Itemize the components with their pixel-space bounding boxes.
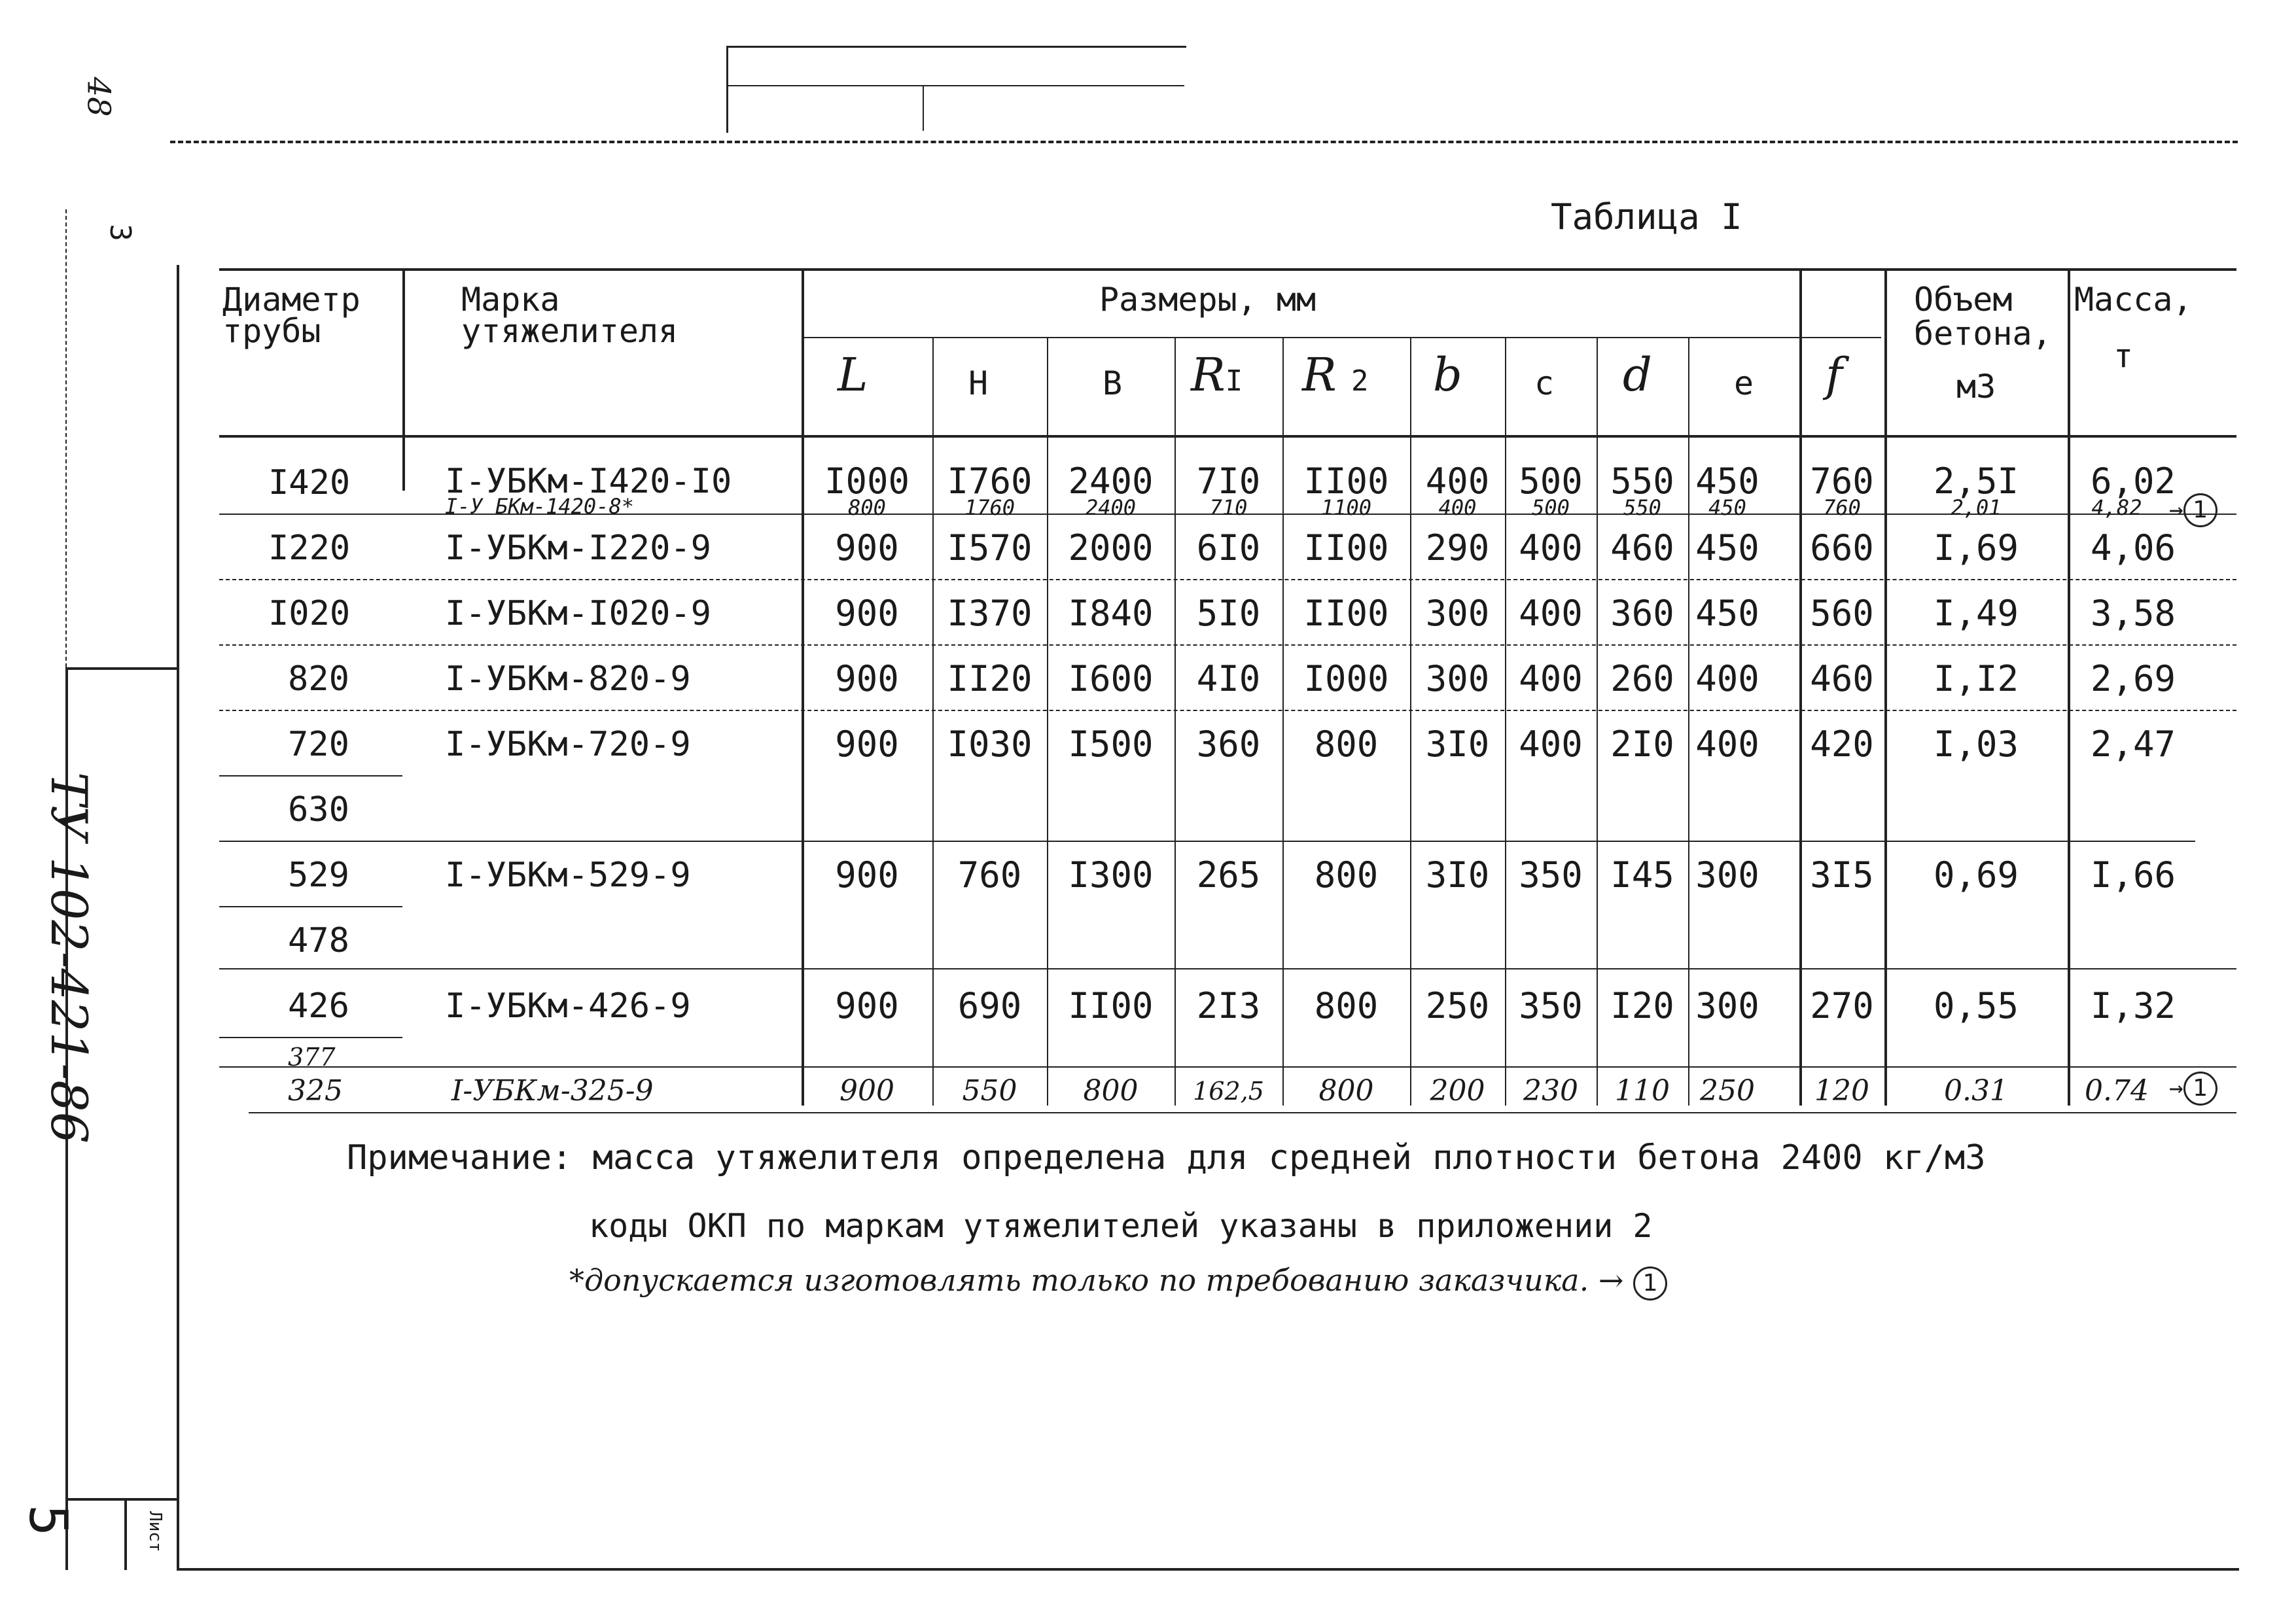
hand-H-325: 550 — [962, 1074, 1017, 1108]
cell-f: 660 — [1810, 527, 1874, 568]
hdr-b: b — [1433, 348, 1462, 402]
cell-b: 300 — [1425, 658, 1490, 699]
hdr-e: e — [1734, 364, 1754, 402]
row-sep-426 — [219, 1037, 402, 1038]
cell-d: 260 — [1610, 658, 1674, 699]
hand-b-1420: 400 — [1438, 495, 1477, 520]
sheet-label: Лист — [145, 1511, 165, 1552]
hand-L-1420: 800 — [848, 495, 886, 520]
cell-c: 400 — [1519, 658, 1583, 699]
hand-B-325: 800 — [1083, 1074, 1139, 1108]
cell-c: 350 — [1519, 985, 1583, 1026]
row-sep-5 — [219, 841, 2195, 842]
hdr-R1: RI — [1191, 348, 1243, 402]
hdr-R2: R 2 — [1302, 348, 1369, 402]
cell-f: 560 — [1810, 593, 1874, 634]
hand-c-1420: 500 — [1532, 495, 1570, 520]
top-border — [170, 141, 2238, 143]
cell-mark: I-УБКм-I220-9 — [445, 529, 711, 568]
cell-mass: 4,06 — [2090, 527, 2176, 568]
cell-d: 2I0 — [1610, 724, 1674, 765]
cell-c: 400 — [1519, 724, 1583, 765]
hand-f-1420: 760 — [1823, 495, 1861, 520]
cell-f: 460 — [1810, 658, 1874, 699]
cell-mark: I-УБКм-426-9 — [445, 986, 691, 1026]
cell-L: 900 — [835, 985, 899, 1026]
cell-B: I840 — [1068, 593, 1154, 634]
cell-f: 270 — [1810, 985, 1874, 1026]
row-sep-529 — [219, 906, 402, 907]
row-sep-377 — [219, 1066, 2236, 1068]
cell-mark: I-УБКм-820-9 — [445, 659, 691, 699]
cell-L: 900 — [835, 724, 899, 765]
note-customer: *допускается изготовлять только по требованию заказчика. → 1 — [569, 1263, 1667, 1300]
sizes-subheader-line — [802, 337, 1881, 338]
cell-b: 400 — [1425, 461, 1490, 502]
hand-mass-1420: 4,82 — [2091, 495, 2142, 520]
row-sep-720 — [219, 775, 402, 777]
cell-mass: 2,47 — [2090, 724, 2176, 765]
hdr-d: d — [1623, 348, 1652, 402]
cell-R1: 360 — [1196, 724, 1261, 765]
hdr-f: f — [1826, 348, 1843, 402]
cell-R2: II00 — [1303, 527, 1389, 568]
cell-R2: II00 — [1303, 593, 1389, 634]
cell-diam: 820 — [288, 659, 349, 699]
cell-H: I570 — [947, 527, 1033, 568]
change-mark-1420: → 1 — [2169, 492, 2217, 529]
cell-b: 300 — [1425, 593, 1490, 634]
cell-e: 300 — [1695, 985, 1759, 1026]
cell-d: I45 — [1610, 854, 1674, 896]
cell-R2: 800 — [1314, 724, 1379, 765]
cell-H: 690 — [957, 985, 1022, 1026]
cell-vol: I,69 — [1933, 527, 2019, 568]
hdr-mark-1: Марка — [461, 281, 560, 319]
table-bottom-line — [249, 1112, 2236, 1113]
cell-vol: I,I2 — [1933, 658, 2019, 699]
hand-R2-325: 800 — [1318, 1074, 1374, 1108]
hdr-diameter-1: Диаметр — [222, 281, 361, 319]
cell-H: II20 — [947, 658, 1033, 699]
cell-d: 550 — [1610, 461, 1674, 502]
hand-R1-1420: 710 — [1209, 495, 1248, 520]
note-mass: Примечание: масса утяжелителя определена для средней плотности бетона 2400 кг/м3 — [347, 1138, 1986, 1178]
hdr-volume-3: м3 — [1956, 368, 1996, 406]
cell-H: I760 — [947, 461, 1033, 502]
cell-R1: 7I0 — [1196, 461, 1261, 502]
cell-R1: 4I0 — [1196, 658, 1261, 699]
cell-b: 3I0 — [1425, 724, 1490, 765]
cell-L: 900 — [835, 593, 899, 634]
cell-B: I300 — [1068, 854, 1154, 896]
hdr-B: B — [1103, 364, 1123, 402]
cell-diam: 529 — [288, 856, 349, 895]
cell-b: 290 — [1425, 527, 1490, 568]
cell-R2: I000 — [1303, 658, 1389, 699]
hand-L-325: 900 — [839, 1074, 894, 1108]
top-stamp — [726, 46, 1186, 133]
cell-f: 3I5 — [1810, 854, 1874, 896]
cell-L: 900 — [835, 658, 899, 699]
cell-diam: I220 — [268, 529, 351, 568]
hdr-volume-2: бетона, — [1914, 315, 2052, 353]
cell-vol: I,49 — [1933, 593, 2019, 634]
cell-mass: 6,02 — [2090, 461, 2176, 502]
row-sep-4 — [219, 710, 2236, 711]
side-strip-sheet-divider — [124, 1498, 127, 1570]
cell-c: 400 — [1519, 593, 1583, 634]
hand-b-325: 200 — [1430, 1074, 1485, 1108]
cell-e: 450 — [1695, 527, 1759, 568]
row-sep-6 — [219, 968, 2236, 969]
hand-B-1420: 2400 — [1085, 495, 1137, 520]
cell-vol: 0,55 — [1933, 985, 2019, 1026]
cell-R2: 800 — [1314, 854, 1379, 896]
cell-H: 760 — [957, 854, 1022, 896]
cell-R2: II00 — [1303, 461, 1389, 502]
cell-e: 450 — [1695, 593, 1759, 634]
cell-b: 250 — [1425, 985, 1490, 1026]
cell-L: 900 — [835, 854, 899, 896]
cell-diam: 478 — [288, 921, 349, 960]
hand-e-1420: 450 — [1708, 495, 1746, 520]
cell-diam: I020 — [268, 594, 351, 633]
hand-d-1420: 550 — [1623, 495, 1661, 520]
cell-diam: 426 — [288, 986, 349, 1026]
hand-e-325: 250 — [1700, 1074, 1755, 1108]
cell-d: 360 — [1610, 593, 1674, 634]
cell-b: 3I0 — [1425, 854, 1490, 896]
cell-c: 350 — [1519, 854, 1583, 896]
cell-H: I030 — [947, 724, 1033, 765]
stamp-divider — [923, 85, 924, 131]
hand-diam-325: 325 — [288, 1074, 343, 1108]
cell-mark: I-УБКм-I020-9 — [445, 594, 711, 633]
cell-mass: I,32 — [2090, 985, 2176, 1026]
table-title: Таблица I — [1551, 196, 1742, 237]
change-mark-325: → 1 — [2169, 1070, 2217, 1107]
cell-e: 400 — [1695, 724, 1759, 765]
cell-L: I000 — [824, 461, 910, 502]
cell-diam: 630 — [288, 790, 349, 829]
hdr-diameter-2: трубы — [222, 312, 321, 350]
cell-diam-377: 377 — [288, 1043, 336, 1072]
cell-vol: 0,69 — [1933, 854, 2019, 896]
hand-vol-325: 0.31 — [1944, 1074, 2008, 1108]
side-num: 3 — [103, 224, 137, 241]
cell-mass: I,66 — [2090, 854, 2176, 896]
cell-mass: 2,69 — [2090, 658, 2176, 699]
hand-R1-325: 162,5 — [1193, 1077, 1264, 1106]
cell-R1: 2I3 — [1196, 985, 1261, 1026]
top-mark: 48 — [80, 77, 117, 117]
cell-d: I20 — [1610, 985, 1674, 1026]
cell-e: 300 — [1695, 854, 1759, 896]
side-strip-top — [65, 667, 177, 670]
cell-B: 2400 — [1068, 461, 1154, 502]
hand-c-325: 230 — [1523, 1074, 1578, 1108]
cell-f: 420 — [1810, 724, 1874, 765]
hand-mark-1420: I-У БКм-1420-8* — [445, 494, 634, 519]
hand-mass-325: 0.74 — [2085, 1074, 2149, 1108]
cell-B: II00 — [1068, 985, 1154, 1026]
hdr-c: c — [1534, 364, 1555, 402]
doc-code: ТУ 102-421-86 — [40, 772, 98, 1143]
table-header-bottom — [219, 435, 2236, 438]
cell-R1: 5I0 — [1196, 593, 1261, 634]
hdr-volume-1: Объем — [1914, 281, 2013, 319]
cell-mark: I-УБКм-720-9 — [445, 725, 691, 764]
side-strip-line — [65, 209, 67, 667]
cell-mark: I-УБКм-I420-I0 — [445, 462, 732, 501]
note-okp: коды ОКП по маркам утяжелителей указаны в приложении 2 — [589, 1207, 1653, 1245]
cell-vol: I,03 — [1933, 724, 2019, 765]
cell-f: 760 — [1810, 461, 1874, 502]
sheet-number: 5 — [18, 1505, 79, 1537]
cell-R2: 800 — [1314, 985, 1379, 1026]
hand-H-1420: 1760 — [964, 495, 1016, 520]
hdr-mass-1: Масса, — [2074, 281, 2193, 319]
cell-d: 460 — [1610, 527, 1674, 568]
table-top-line — [219, 268, 2236, 271]
stamp-line — [726, 85, 1184, 86]
hand-R2-1420: 1100 — [1320, 495, 1372, 520]
cell-e: 450 — [1695, 461, 1759, 502]
side-strip-sheet-top — [65, 1498, 177, 1501]
cell-diam: 720 — [288, 725, 349, 764]
hand-d-325: 110 — [1615, 1074, 1670, 1108]
hdr-sizes: Размеры, мм — [1099, 281, 1316, 319]
row-sep-2 — [219, 579, 2236, 580]
cell-c: 500 — [1519, 461, 1583, 502]
col-line-mark — [402, 268, 405, 491]
hdr-mass-2: т — [2113, 337, 2134, 375]
cell-c: 400 — [1519, 527, 1583, 568]
hdr-mark-2: утяжелителя — [461, 312, 679, 350]
cell-R1: 265 — [1196, 854, 1261, 896]
cell-diam: I420 — [268, 463, 351, 502]
cell-B: 2000 — [1068, 527, 1154, 568]
hand-mark-325: I-УБКм-325-9 — [451, 1074, 654, 1108]
hdr-L: L — [838, 348, 868, 402]
cell-e: 400 — [1695, 658, 1759, 699]
row-sep-3 — [219, 644, 2236, 646]
cell-H: I370 — [947, 593, 1033, 634]
hand-vol-1420: 2,01 — [1951, 495, 2002, 520]
cell-B: I500 — [1068, 724, 1154, 765]
hand-f-325: 120 — [1814, 1074, 1869, 1108]
cell-mark: I-УБКм-529-9 — [445, 856, 691, 895]
cell-L: 900 — [835, 527, 899, 568]
cell-mass: 3,58 — [2090, 593, 2176, 634]
cell-R1: 6I0 — [1196, 527, 1261, 568]
cell-B: I600 — [1068, 658, 1154, 699]
hdr-H: H — [968, 364, 989, 402]
cell-vol: 2,5I — [1933, 461, 2019, 502]
